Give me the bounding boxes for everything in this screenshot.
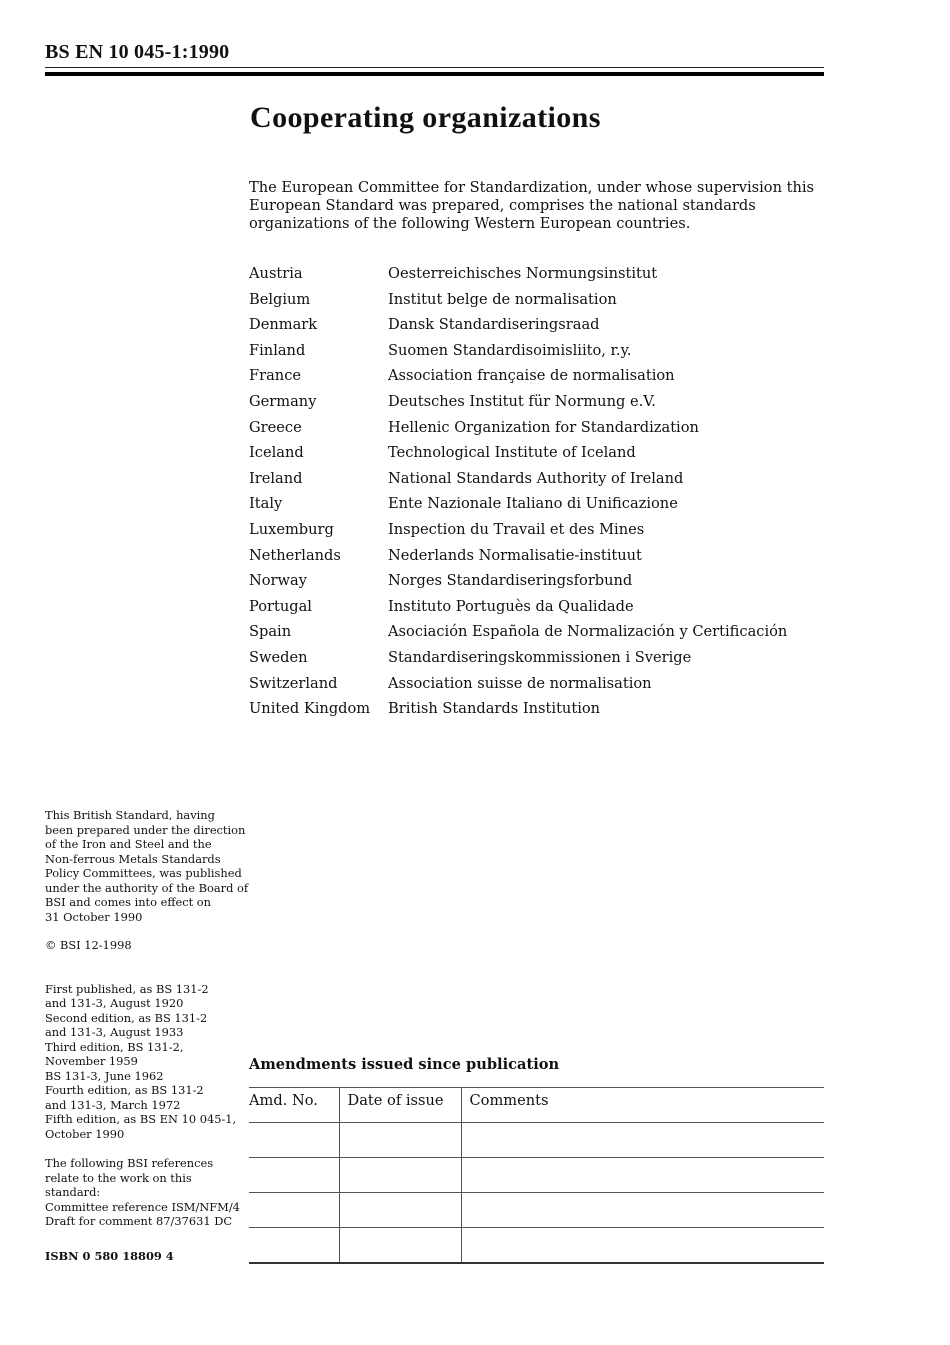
organization-country: Netherlands xyxy=(249,546,341,564)
amendment-cell xyxy=(339,1123,461,1158)
note-line: of the Iron and Steel and the xyxy=(45,837,212,851)
organization-row xyxy=(249,520,824,546)
organization-row xyxy=(249,315,824,341)
organization-country: Germany xyxy=(249,392,317,410)
organization-name: Association suisse de normalisation xyxy=(388,674,652,692)
organization-name: Technological Institute of Iceland xyxy=(388,444,636,462)
organization-name: Instituto Portuguès da Qualidade xyxy=(388,597,634,615)
amendment-cell xyxy=(249,1158,339,1193)
note-line: Fourth edition, as BS 131-2 xyxy=(45,1083,204,1097)
amendment-row xyxy=(249,1193,824,1228)
organization-name: National Standards Authority of Ireland xyxy=(388,469,684,487)
organization-name: Asociación Española de Normalización y Certificación xyxy=(388,623,788,641)
organization-row xyxy=(249,392,824,418)
organization-name: Nederlands Normalisatie-instituut xyxy=(388,546,642,564)
note-line: under the authority of the Board of xyxy=(45,880,249,895)
amendment-cell xyxy=(249,1228,339,1264)
organization-country: Italy xyxy=(249,495,283,513)
organization-country: Greece xyxy=(249,418,302,436)
note-line: BS 131-3, June 1962 xyxy=(45,1068,164,1083)
organization-country: United Kingdom xyxy=(249,700,371,718)
organization-country: Norway xyxy=(249,572,307,590)
organization-name: Hellenic Organization for Standardization xyxy=(388,418,699,436)
organization-name: Norges Standardiseringsforbund xyxy=(388,572,633,590)
note-line: and 131-3, March 1972 xyxy=(45,1097,181,1112)
organization-name: Deutsches Institut für Normung e.V. xyxy=(388,392,656,410)
organization-name: British Standards Institution xyxy=(388,700,601,718)
note-line: November 1959 xyxy=(45,1054,138,1068)
publication-note xyxy=(45,808,250,924)
organization-country: Switzerland xyxy=(249,674,338,692)
organization-row xyxy=(249,366,824,392)
organization-name: Dansk Standardiseringsraad xyxy=(388,316,600,334)
organization-country: Iceland xyxy=(249,444,304,462)
note-line: Third edition, BS 131-2, xyxy=(45,1039,184,1054)
amendment-cell xyxy=(249,1123,339,1158)
copyright-note: © BSI 12-1998 xyxy=(45,938,132,952)
note-line: The following BSI references xyxy=(45,1156,214,1170)
amendment-cell xyxy=(461,1193,824,1228)
document-id: BS EN 10 045-1:1990 xyxy=(45,41,230,63)
organization-row xyxy=(249,622,824,648)
note-line: Fifth edition, as BS EN 10 045-1, xyxy=(45,1112,237,1126)
amendments-header-row xyxy=(249,1088,824,1123)
note-line: Non-ferrous Metals Standards xyxy=(45,851,221,866)
note-line: Second edition, as BS 131-2 xyxy=(45,1010,208,1025)
note-line: Draft for comment 87/37631 DC xyxy=(45,1214,233,1228)
amendment-row xyxy=(249,1123,824,1158)
note-line: and 131-3, August 1920 xyxy=(45,996,184,1010)
amendment-row xyxy=(249,1228,824,1264)
note-line: standard: xyxy=(45,1185,101,1199)
note-line: First published, as BS 131-2 xyxy=(45,981,209,996)
header-rule-thick xyxy=(45,72,824,76)
publication-history xyxy=(45,982,250,1142)
organization-name: Ente Nazionale Italiano di Unificazione xyxy=(388,495,678,513)
amendment-cell xyxy=(339,1228,461,1264)
amendment-row xyxy=(249,1158,824,1193)
note-line: relate to the work on this xyxy=(45,1170,192,1185)
organization-country: Ireland xyxy=(249,469,303,487)
note-line: and 131-3, August 1933 xyxy=(45,1025,184,1039)
organization-country: Sweden xyxy=(249,648,308,666)
note-line: This British Standard, having xyxy=(45,808,215,822)
organization-row xyxy=(249,648,824,674)
organization-row xyxy=(249,546,824,572)
organization-row xyxy=(249,264,824,290)
organization-country: Luxemburg xyxy=(249,520,334,538)
organization-country: Spain xyxy=(249,623,292,641)
organization-row xyxy=(249,571,824,597)
organization-row xyxy=(249,290,824,316)
note-line: 31 October 1990 xyxy=(45,909,143,924)
organization-row xyxy=(249,674,824,700)
organization-name: Oesterreichisches Normungsinstitut xyxy=(388,265,658,282)
organization-row xyxy=(249,494,824,520)
side-notes xyxy=(45,808,250,1229)
page-title: Cooperating organizations xyxy=(250,101,601,134)
organization-row xyxy=(249,443,824,469)
organization-row xyxy=(249,699,824,725)
amendments-title: Amendments issued since publication xyxy=(249,1056,560,1073)
organization-name: Standardiseringskommissionen i Sverige xyxy=(388,648,692,666)
header-rule-thin xyxy=(45,67,824,68)
note-line: BSI and comes into effect on xyxy=(45,895,211,909)
organization-country: Austria xyxy=(249,265,303,282)
organization-row xyxy=(249,418,824,444)
header-date-of-issue: Date of issue xyxy=(339,1088,461,1123)
organization-country: Portugal xyxy=(249,597,312,615)
note-line: Committee reference ISM/NFM/4 xyxy=(45,1199,240,1214)
organization-country: France xyxy=(249,367,302,385)
amendment-cell xyxy=(249,1193,339,1228)
organization-row xyxy=(249,469,824,495)
bsi-references xyxy=(45,1156,250,1229)
note-line: October 1990 xyxy=(45,1126,125,1141)
amendment-cell xyxy=(339,1158,461,1193)
organization-row xyxy=(249,341,824,367)
amendment-cell xyxy=(461,1228,824,1264)
amendments-table xyxy=(249,1087,824,1264)
amendment-cell xyxy=(339,1193,461,1228)
note-line: Policy Committees, was published xyxy=(45,866,242,880)
header-comments: Comments xyxy=(461,1088,824,1123)
organization-country: Denmark xyxy=(249,316,318,334)
amendment-cell xyxy=(461,1158,824,1193)
organization-country: Finland xyxy=(249,341,306,359)
header-amd-no: Amd. No. xyxy=(249,1092,318,1109)
organization-name: Suomen Standardisoimisliito, r.y. xyxy=(388,341,632,359)
organization-list xyxy=(249,264,824,725)
organization-row xyxy=(249,597,824,623)
intro-paragraph: The European Committee for Standardization, under whose supervision this European Standard was prepared, comprises the national standards organizations of the following Western European countries. xyxy=(249,179,815,232)
amendment-cell xyxy=(461,1123,824,1158)
note-line: been prepared under the direction xyxy=(45,822,246,837)
isbn: ISBN 0 580 18809 4 xyxy=(45,1249,174,1263)
organization-name: Association française de normalisation xyxy=(388,367,675,385)
organization-country: Belgium xyxy=(249,290,311,308)
organization-name: Inspection du Travail et des Mines xyxy=(388,520,645,538)
organization-name: Institut belge de normalisation xyxy=(388,290,617,308)
